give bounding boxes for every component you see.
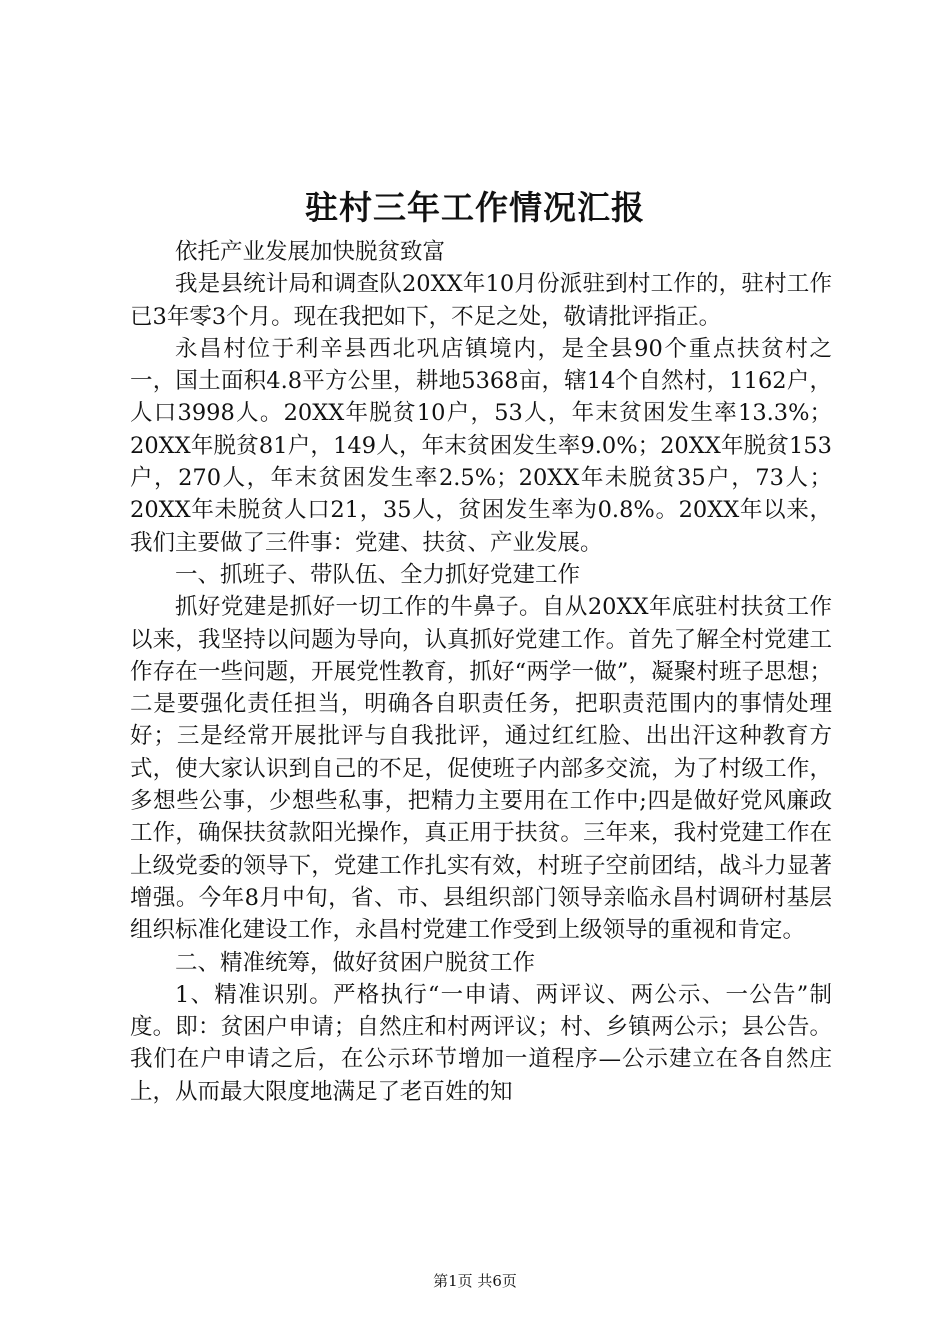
paragraph-precise-identification: 1、精准识别。严格执行“一申请、两评议、两公示、一公告”制度。即：贫困户申请；自然庄和村两评议；村、乡镇两公示；县公告。我们在户申请之后，在公示环节增加一道程序—公示建立在各自然庄上，从而最大限度地满足了老百姓的知 bbox=[130, 981, 832, 1105]
document-body bbox=[130, 236, 832, 1108]
document-title: 驻村三年工作情况汇报 bbox=[305, 188, 645, 227]
paragraph-village-overview: 永昌村位于利辛县西北巩店镇境内，是全县90个重点扶贫村之一，国土面积4.8平方公里，耕地5368亩，辖14个自然村，1162户，人口3998人。20XX年脱贫10户，53人，年末贫困发生率13.3%；20XX年脱贫81户，149人，年末贫困发生率9.0%；20XX年脱贫153户，270人，年末贫困发生率2.5%；20XX年未脱贫35户，73人；20XX年未脱贫人口21，35人，贫困发生率为0.8%。20XX年以来，我们主要做了三件事：党建、扶贫、产业发展。 bbox=[130, 335, 832, 556]
paragraph-party-building: 抓好党建是抓好一切工作的牛鼻子。自从20XX年底驻村扶贫工作以来，我坚持以问题为导向，认真抓好党建工作。首先了解全村党建工作存在一些问题，开展党性教育，抓好“两学一做”，凝聚村班子思想；二是要强化责任担当，明确各自职责任务，把职责范围内的事情处理好；三是经常开展批评与自我批评，通过红红脸、出出汗这种教育方式，使大家认识到自己的不足，促使班子内部多交流，为了村级工作，多想些公事，少想些私事，把精力主要用在工作中;四是做好党风廉政工作，确保扶贫款阳光操作，真正用于扶贫。三年来，我村党建工作在上级党委的领导下，党建工作扎实有效，村班子空前团结，战斗力显著增强。今年8月中旬，省、市、县组织部门领导亲临永昌村调研村基层组织标准化建设工作，永昌村党建工作受到上级领导的重视和肯定。 bbox=[130, 594, 832, 944]
page-footer: 第1页 共6页 bbox=[433, 1272, 517, 1290]
section-heading-party-building: 一、抓班子、带队伍、全力抓好党建工作 bbox=[175, 561, 581, 588]
paragraph-subtitle: 依托产业发展加快脱贫致富 bbox=[175, 239, 446, 265]
paragraph-intro: 我是县统计局和调查队20XX年10月份派驻到村工作的，驻村工作已3年零3个月。现在我把如下，不足之处，敬请批评指正。 bbox=[130, 271, 832, 330]
section-heading-poverty-relief: 二、精准统筹，做好贫困户脱贫工作 bbox=[175, 949, 536, 976]
